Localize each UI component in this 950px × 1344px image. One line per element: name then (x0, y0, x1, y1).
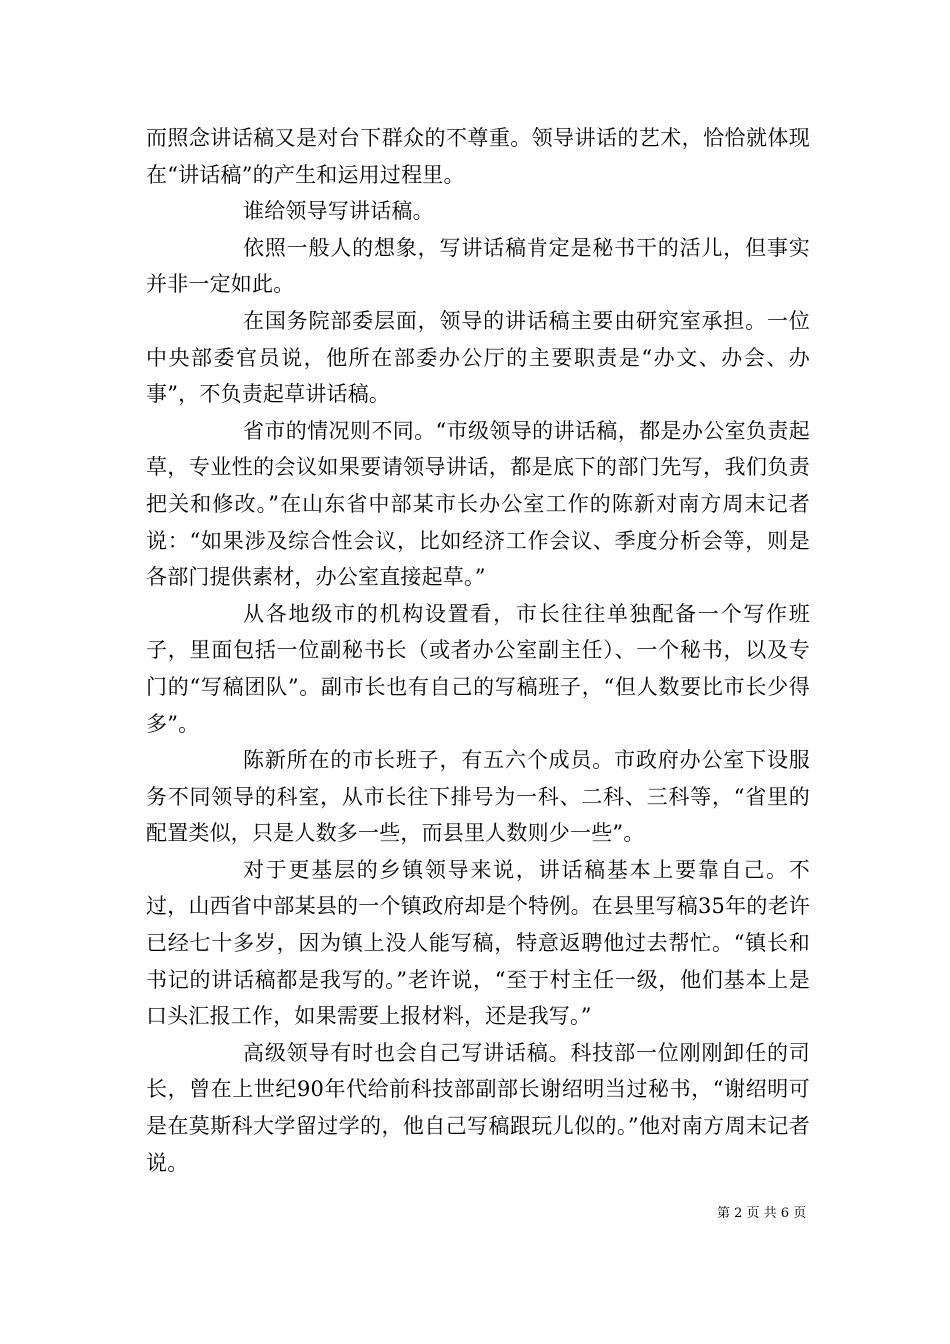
page-number-footer: 第 2 页 共 6 页 (717, 1206, 807, 1221)
paragraph-heading-who-writes: 谁给领导写讲话稿。 (243, 199, 434, 224)
paragraph: 从各地级市的机构设置看，市长往往单独配备一个写作班子，里面包括一位副秘书长（或者办公室副主任）、一个秘书，以及专门的“写稿团队”。副市长也有自己的写稿班子，“但人数要比市长少得多”。 (146, 601, 810, 736)
paragraph-continuation: 而照念讲话稿又是对台下群众的不尊重。领导讲话的艺术，恰恰就体现在“讲话稿”的产生和运用过程里。 (146, 126, 810, 187)
paragraph: 省市的情况则不同。“市级领导的讲话稿，都是办公室负责起草，专业性的会议如果要请领导讲话，都是底下的部门先写，我们负责把关和修改。”在山东省中部某市长办公室工作的陈新对南方周末记者说：“如果涉及综合性会议，比如经济工作会议、季度分析会等，则是各部门提供素材，办公室直接起草。” (146, 418, 810, 590)
paragraph: 依照一般人的想象，写讲话稿肯定是秘书干的活儿，但事实并非一定如此。 (146, 235, 810, 297)
paragraph: 对于更基层的乡镇领导来说，讲话稿基本上要靠自己。不过，山西省中部某县的一个镇政府却是个特例。在县里写稿35年的老许已经七十多岁，因为镇上没人能写稿，特意返聘他过去帮忙。“镇长和书记的讲话稿都是我写的。”老许说，“至于村主任一级，他们基本上是口头汇报工作，如果需要上报材料，还是我写。” (146, 857, 810, 1029)
document-body (146, 120, 810, 1181)
paragraph: 陈新所在的市长班子，有五六个成员。市政府办公室下设服务不同领导的科室，从市长往下排号为一科、二科、三科等，“省里的配置类似，只是人数多一些，而县里人数则少一些”。 (146, 748, 810, 846)
paragraph: 在国务院部委层面，领导的讲话稿主要由研究室承担。一位中央部委官员说，他所在部委办公厅的主要职责是“办文、办会、办事”，不负责起草讲话稿。 (146, 308, 810, 407)
paragraph: 高级领导有时也会自己写讲话稿。科技部一位刚刚卸任的司长，曾在上世纪90年代给前科技部副部长谢绍明当过秘书，“谢绍明可是在莫斯科大学留过学的，他自己写稿跟玩儿似的。”他对南方周末记者说。 (146, 1040, 810, 1175)
